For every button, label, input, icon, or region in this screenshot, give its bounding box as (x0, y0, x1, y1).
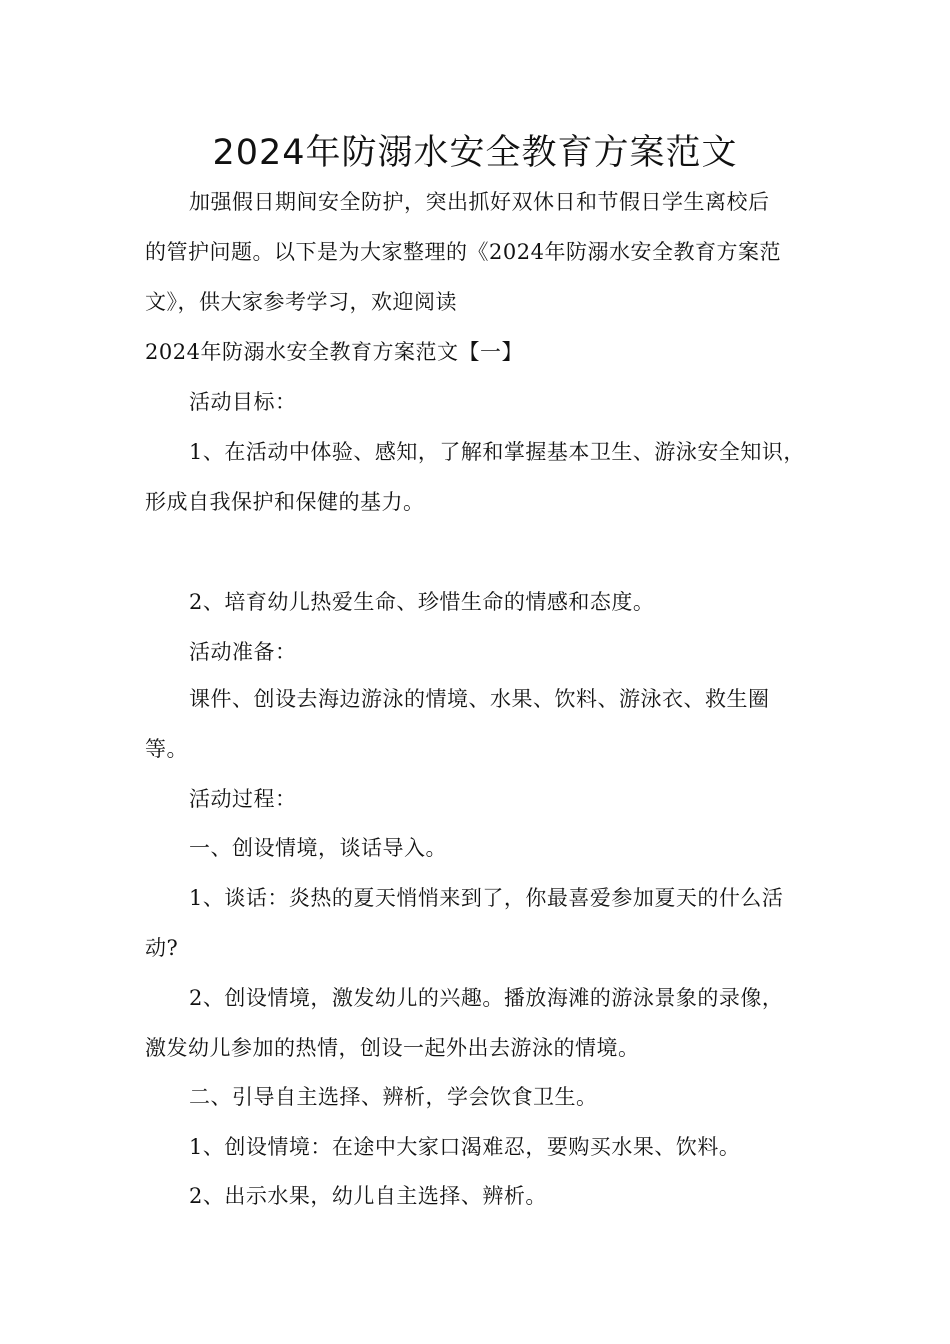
talk-line: 1、谈话：炎热的夏天悄悄来到了，你最喜爱参加夏天的什么活 (189, 886, 784, 910)
goal-1-line: 形成自我保护和保健的基力。 (145, 490, 425, 514)
activity-prep-label-text: 活动准备： (189, 640, 297, 664)
intro-line: 加强假日期间安全防护，突出抓好双休日和节假日学生离校后 (189, 190, 770, 214)
step-two-item-2-text: 2、出示水果，幼儿自主选择、辨析。 (189, 1184, 547, 1208)
step-one-heading (145, 823, 817, 873)
prep-paragraph (145, 674, 817, 774)
section-heading-text: 2024年防溺水安全教育方案范文【一】 (145, 340, 523, 364)
step-two-heading (145, 1072, 817, 1122)
goal-1-paragraph (145, 427, 817, 527)
section-heading (145, 327, 817, 377)
prep-line: 课件、创设去海边游泳的情境、水果、饮料、游泳衣、救生圈 (189, 687, 770, 711)
activity-goal-label-text: 活动目标： (189, 390, 297, 414)
prep-line: 等。 (145, 737, 188, 761)
goal-2-text: 2、培育幼儿热爱生命、珍惜生命的情感和态度。 (189, 590, 655, 614)
step-one-text: 一、创设情境，谈话导入。 (189, 836, 447, 860)
talk-paragraph (145, 873, 817, 973)
document-title: 2024年防溺水安全教育方案范文 (212, 133, 738, 173)
talk-line: 动? (145, 936, 179, 960)
scene-line: 2、创设情境，激发幼儿的兴趣。播放海滩的游泳景象的录像， (189, 986, 784, 1010)
activity-goal-label (145, 377, 817, 427)
step-two-item-1-text: 1、创设情境：在途中大家口渴难忍，要购买水果、饮料。 (189, 1135, 741, 1159)
step-two-item-1 (145, 1122, 817, 1172)
step-two-item-2 (145, 1171, 817, 1221)
scene-line: 激发幼儿参加的热情，创设一起外出去游泳的情境。 (145, 1036, 640, 1060)
intro-line: 的管护问题。以下是为大家整理的《2024年防溺水安全教育方案范 (145, 240, 781, 264)
intro-paragraph (145, 177, 817, 327)
intro-line: 文》，供大家参考学习，欢迎阅读 (145, 290, 457, 314)
scene-paragraph (145, 973, 817, 1073)
activity-prep-label (145, 627, 817, 677)
activity-process-label (145, 774, 817, 824)
goal-1-line: 1、在活动中体验、感知，了解和掌握基本卫生、游泳安全知识， (189, 440, 805, 464)
step-two-text: 二、引导自主选择、辨析，学会饮食卫生。 (189, 1085, 598, 1109)
activity-process-label-text: 活动过程： (189, 787, 297, 811)
goal-2-paragraph (145, 577, 817, 627)
